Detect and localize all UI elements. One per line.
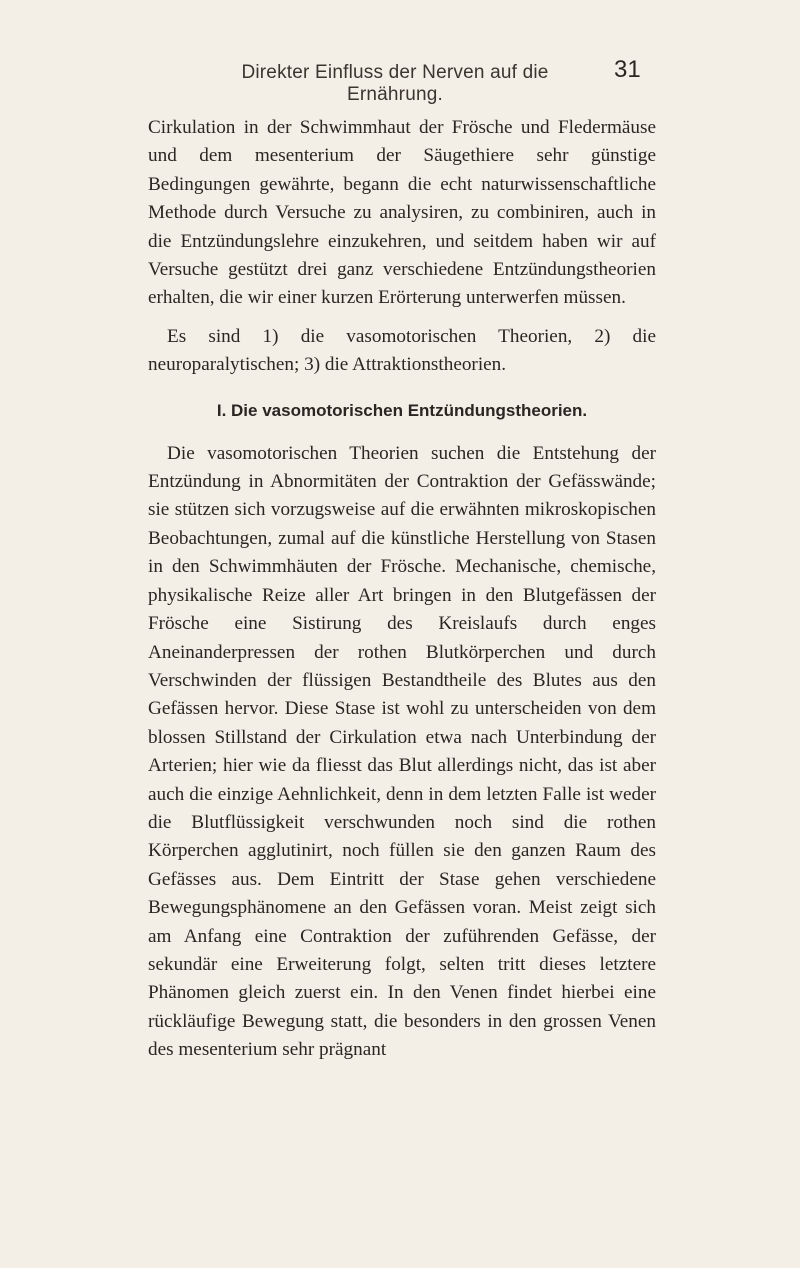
body-text (148, 114, 656, 1065)
section-heading: I. Die vasomotorischen Entzündungstheorien. (216, 400, 588, 420)
paragraph: Die vasomotorischen Theorien suchen die Entstehung der Entzündung in Abnormitäten der Contraktion der Gefässwände; sie stützen sich vorzugsweise auf die erwähnten mikroskopischen Beobachtungen, zumal auf die künstliche Herstellung von Stasen in den Schwimmhäuten der Frösche. Mechanische, chemische, physikalische Reize aller Art bringen in den Blutgefässen der Frösche eine Sistirung des Kreislaufs durch enges Aneinanderpressen der rothen Blutkörperchen und durch Verschwinden der flüssigen Bestandtheile des Blutes aus den Gefässen hervor. Diese Stase ist wohl zu unterscheiden von dem blossen Stillstand der Cirkulation etwa nach Unterbindung der Arterien; hier wie da fliesst das Blut allerdings nicht, das ist aber auch die einzige Aehnlichkeit, denn in dem letzten Falle ist weder die Blutflüssigkeit verschwunden noch sind die rothen Körperchen agglutinirt, noch füllen sie den ganzen Raum des Gefässes aus. Dem Eintritt der Stase gehen verschiedene Bewegungsphänomene an den Gefässen voran. Meist zeigt sich am Anfang eine Contraktion der zuführenden Gefässe, der sekundär eine Erweiterung folgt, selten tritt dieses letztere Phänomen gleich zuerst ein. In den Venen findet hierbei eine rückläufige Bewegung statt, die besonders in den grossen Venen des mesenterium sehr prägnant (148, 442, 656, 1061)
page-number: 31 (614, 56, 641, 83)
paragraph: Es sind 1) die vasomotorischen Theorien, 2) die neuroparalytischen; 3) die Attraktionstheorien. (148, 325, 656, 376)
running-header: Direkter Einfluss der Nerven auf die Ernährung. (241, 62, 549, 105)
paragraph: Cirkulation in der Schwimmhaut der Frösche und Fledermäuse und dem mesenterium der Säugethiere sehr günstige Bedingungen gewährte, begann die echt naturwissenschaftliche Methode durch Versuche zu analysiren, zu combiniren, auch in die Entzündungslehre einzukehren, und seitdem haben wir auf Versuche gestützt drei ganz verschiedene Entzündungstheorien erhalten, die wir einer kurzen Erörterung unterwerfen müssen. (148, 117, 656, 309)
